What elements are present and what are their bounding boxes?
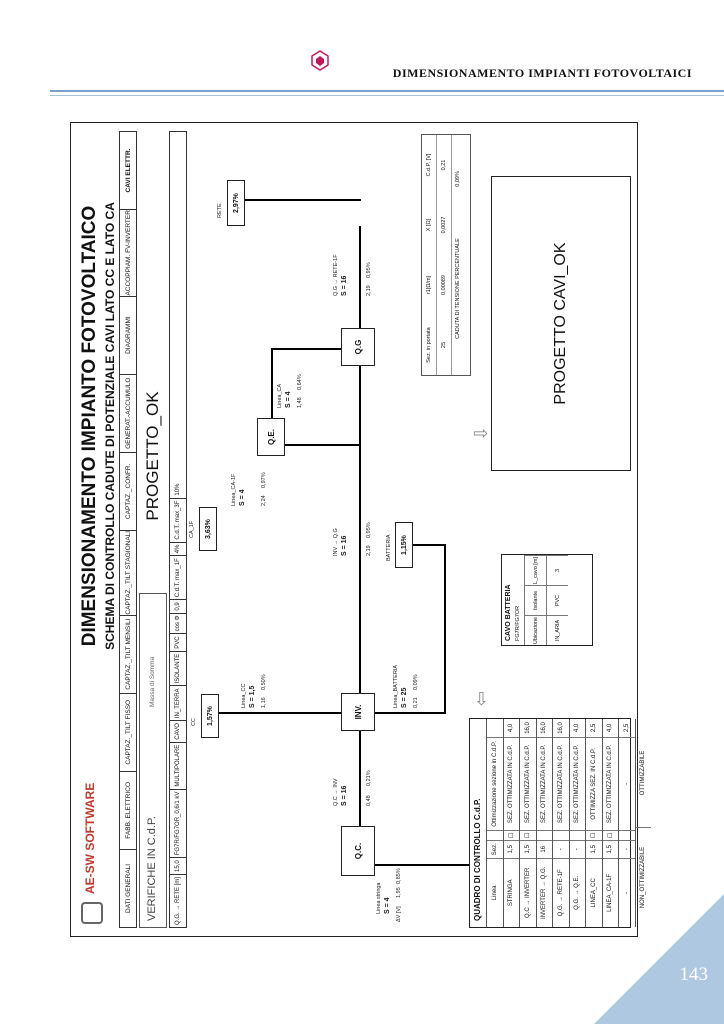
node-qg[interactable]: Q.G [341,328,375,366]
tab-tilt-fisso[interactable]: CAPTAZ._TILT FISSO [120,693,136,771]
qc-line [359,864,469,866]
qc-inv-name: Q.C → INV [333,778,339,806]
checkbox[interactable]: ☐ [603,830,619,840]
bat-line-h [444,544,446,714]
param-label: cos Φ [170,613,186,634]
checkbox[interactable]: ☐ [586,830,602,840]
stringa-dv: ΔV [V] [396,906,402,922]
cell: - [619,737,635,830]
verifiche-panel [139,593,167,928]
param-value[interactable]: 0,9 [170,599,186,612]
cell: - [619,858,635,927]
inv-qg-v1: 2,19 [366,545,372,556]
screenshot-canvas [70,122,647,937]
stringa-v2: 0,85% [396,868,402,884]
cavo-batteria-title: CAVO BATTERIA [505,584,512,641]
rete-value: 2,97% [227,180,245,226]
cavo-batteria-values [546,555,568,645]
table-row [552,719,569,927]
rete-label: RETE [217,203,223,218]
cell: Ubicazione [525,615,546,645]
tab-tilt-mensili[interactable]: CAPTAZ._TILT MENSILI [120,615,136,693]
rete-line [241,199,361,201]
checkbox[interactable] [619,830,635,840]
cell: 1,5 [586,840,602,858]
cell[interactable]: PVC [547,585,568,615]
col-header: Ottimizzazione sezione in C.d.P. [487,737,503,830]
linea-cc-name: Linea_CC [241,683,247,708]
qg-rete-v1: 2,19 [366,285,372,296]
batteria-value: 1,15% [395,522,413,568]
stringa-name: Linea stringa [376,882,382,914]
screen-subtitle: SCHEMA DI CONTROLLO CADUTE DI POTENZIALE CAVI LATO CC E LATO CA [103,202,117,650]
cell: X [Ω] [426,218,432,232]
cc-value: 1,57% [201,694,219,738]
cdt-footer-label: CADUTA DI TENSIONE PERCENTUALE [455,238,461,339]
cell: Isolante [525,585,546,615]
col-header [487,830,503,840]
linea-cc-s: S = 1,5 [249,685,256,708]
table-header-row [486,719,503,927]
cell: 1,5 [520,840,536,858]
checkbox[interactable] [537,830,553,840]
footer-right: OTTIMIZZABILE [640,750,647,796]
cell: SEZ. OTTIMIZZATA IN C.d.P. [553,737,569,830]
cell: 2,5 [623,723,630,733]
col-header: Sez. [487,840,503,858]
param-label: C.d.T. max_1F [170,555,186,599]
cell: LINEA_CA-1F [603,858,619,927]
linea-ca1f-v2: 0,97% [261,472,267,488]
table-row [503,719,520,927]
qc-inv-v1: 0,48 [366,795,372,806]
cell: SEZ. OTTIMIZZATA IN C.d.P. [570,737,586,830]
brand-logo-icon [81,902,103,924]
cell: Q.G. → RETE-1F [553,858,569,927]
cell: - [619,840,635,858]
screen-title: DIMENSIONAMENTO IMPIANTO FOTOVOLTAICO [79,205,100,647]
publisher-logo-icon [311,50,329,72]
qg-rete-name: Q.G → RETE-1F [333,254,339,296]
cell: SEZ. OTTIMIZZATA IN C.d.P. [603,737,619,830]
cell: L_cavo [m] [525,555,546,585]
param-value[interactable]: MULTIPOLARE [170,742,186,789]
software-screenshot [70,122,647,937]
linea-ca1f-s: S = 4 [239,489,246,506]
header-rule [50,90,724,92]
tab-fabb-elettrico[interactable]: FABB. ELETTRICO [120,771,136,849]
cell: SEZ. OTTIMIZZATA IN C.d.P. [504,737,520,830]
ca1f-label: CA_1F [189,520,195,538]
cell: 0,21 [441,159,447,171]
cell: OTTIMIZZA SEZ. IN C.d.P. [586,737,602,830]
brand-name: AE-SW SOFTWARE [83,782,97,894]
checkbox[interactable]: ☐ [520,830,536,840]
massa-label: Massa di Somma [149,656,156,707]
cell: 1,5 [603,840,619,858]
cell: 16 [537,840,553,858]
cell[interactable]: 3 [547,555,568,585]
cdt-value-row [437,135,452,375]
cell: 16,0 [557,722,564,734]
col-header: Linea [487,858,503,927]
cc-label: CC [191,718,197,726]
cell: 4,0 [607,723,614,733]
cell: C.d.P. [V] [426,153,432,177]
cell[interactable]: IN_ARIA [547,615,568,645]
cell: r1[Ω/m] [426,275,432,295]
cell: SEZ. OTTIMIZZATA IN C.d.P. [520,737,536,830]
cell: 2,5 [590,723,597,733]
cell: 1,5 [504,840,520,858]
linea-ca-name: Linea_CA [277,383,283,408]
node-qe[interactable]: Q.E. [257,418,285,456]
stringa-s: S = 4 [384,897,391,914]
cell: STRINGA [504,858,520,927]
arrow-left-icon[interactable]: ⇦ [471,690,491,706]
table-row [569,719,586,927]
inv-qg-s: S = 16 [341,535,348,556]
param-label: C.d.T. max_3F [170,498,186,542]
checkbox[interactable]: ☐ [504,830,520,840]
main-line [359,226,361,866]
param-label: Q.G. → RETE [m] [170,874,186,927]
batteria-label: BATTERIA [386,534,392,561]
ca1f-value: 3,63% [199,507,217,551]
page-corner [594,894,724,1024]
qc-inv-s: S = 16 [341,785,348,806]
arrow-down-icon[interactable]: ⇩ [471,425,491,441]
cc-line [206,712,361,714]
cavo-batteria-headers [524,555,546,645]
footer-left: NON_OTTIMIZZABILE [636,827,652,927]
cell: 0,00089 [441,275,447,295]
linea-cc-v2: 0,50% [261,674,267,690]
linea-ca-v2: 0,64% [297,374,303,390]
linea-bat-v1: 0,21 [413,697,419,708]
cell: Q.G. → Q.E. [570,858,586,927]
tab-tilt-stagionali[interactable]: CAPTAZ._TILT STAGIONALI [120,530,136,615]
linea-bat-s: S = 25 [401,687,408,708]
params-row [169,131,187,928]
col-header [487,719,503,737]
linea-ca1f-v1: 2,24 [261,495,267,506]
param-value[interactable]: IN_TERRA [170,685,186,720]
tab-bar [119,131,137,928]
param-value[interactable]: PVC [170,633,186,650]
cell: 16,0 [524,722,531,734]
param-value[interactable]: FG7R/FG7OR_0,6/1 kV [170,789,186,858]
cavo-batteria-type: FG7R/FG7OR [515,605,521,641]
inv-qg-name: INV → Q.G [333,528,339,556]
tab-generat-accumulo[interactable]: GENERAT.-ACCUMULO [120,374,136,452]
cell: SEZ. OTTIMIZZATA IN C.d.P. [537,737,553,830]
cell: 4,0 [508,723,515,733]
cell: - [553,840,569,858]
table-row [519,719,536,927]
linea-ca-v1: 1,48 [297,397,303,408]
cdt-footer-value: 0,09% [455,171,461,187]
tab-cavi-elettr[interactable]: CAVI ELETTR. [124,148,132,193]
page-header-title: DIMENSIONAMENTO IMPIANTI FOTOVOLTAICI [392,66,692,80]
qc-inv-v2: 0,21% [366,770,372,786]
cell: Sez. in portata [426,327,432,363]
param-value[interactable]: 10% [175,483,181,496]
tab-confr[interactable]: CAPTAZ._CONFR. [120,452,136,530]
param-value[interactable]: 15,0 [170,857,186,874]
linea-bat-v2: 0,09% [413,674,419,690]
param-label: ISOLANTE [170,651,186,686]
cavo-batteria-panel [501,554,593,646]
table-row [536,719,553,927]
linea-cc-v1: 1,16 [261,697,267,708]
inv-qg-v2: 0,95% [366,522,372,538]
linea-ca-s: S = 4 [285,391,292,408]
linea-bat-name: Linea_BATTERIA [393,664,399,708]
qg-rete-s: S = 16 [341,275,348,296]
cell: 25 [441,341,447,349]
progetto-cavi-ok: PROGETTO CAVI_OK [491,176,631,471]
verifiche-label: VERIFICHE IN C.d.P. [146,816,158,921]
param-value[interactable]: 4% [170,542,186,556]
checkbox[interactable] [570,830,586,840]
page-number: 143 [679,964,708,985]
cell: 16,0 [541,722,548,734]
node-qc[interactable]: Q.C. [341,826,375,876]
table-title: QUADRO DI CONTROLLO C.d.P. [473,798,482,921]
tab-diagrammi[interactable]: DIAGRAMMI [120,296,136,374]
checkbox[interactable] [553,830,569,840]
progetto-status: PROGETTO_OK [143,391,162,521]
cell: INVERTER → Q.G. [537,858,553,927]
linea-ca1f-name: Linea_CA-1F [231,473,237,506]
cdt-footer [452,135,461,375]
brand [77,724,107,924]
header-rule-thin [50,95,724,96]
cdt-header-row [422,135,437,375]
node-inv[interactable]: INV. [341,693,375,731]
cell: LINEA_CC [586,858,602,927]
cell: 4,0 [574,723,581,733]
cdt-table [421,134,471,376]
qg-rete-v2: 0,95% [366,262,372,278]
param-label: CAVO [170,720,186,742]
tab-accoppiam[interactable]: ACCOPPIAM. FV-INVERTER [120,209,136,295]
tab-dati-generali[interactable]: DATI GENERALI [120,849,136,927]
cell: Q.C → INVERTER [520,858,536,927]
cell: 0,0027 [441,216,447,234]
stringa-v1: 1,95 [396,887,402,898]
cell: - [570,840,586,858]
